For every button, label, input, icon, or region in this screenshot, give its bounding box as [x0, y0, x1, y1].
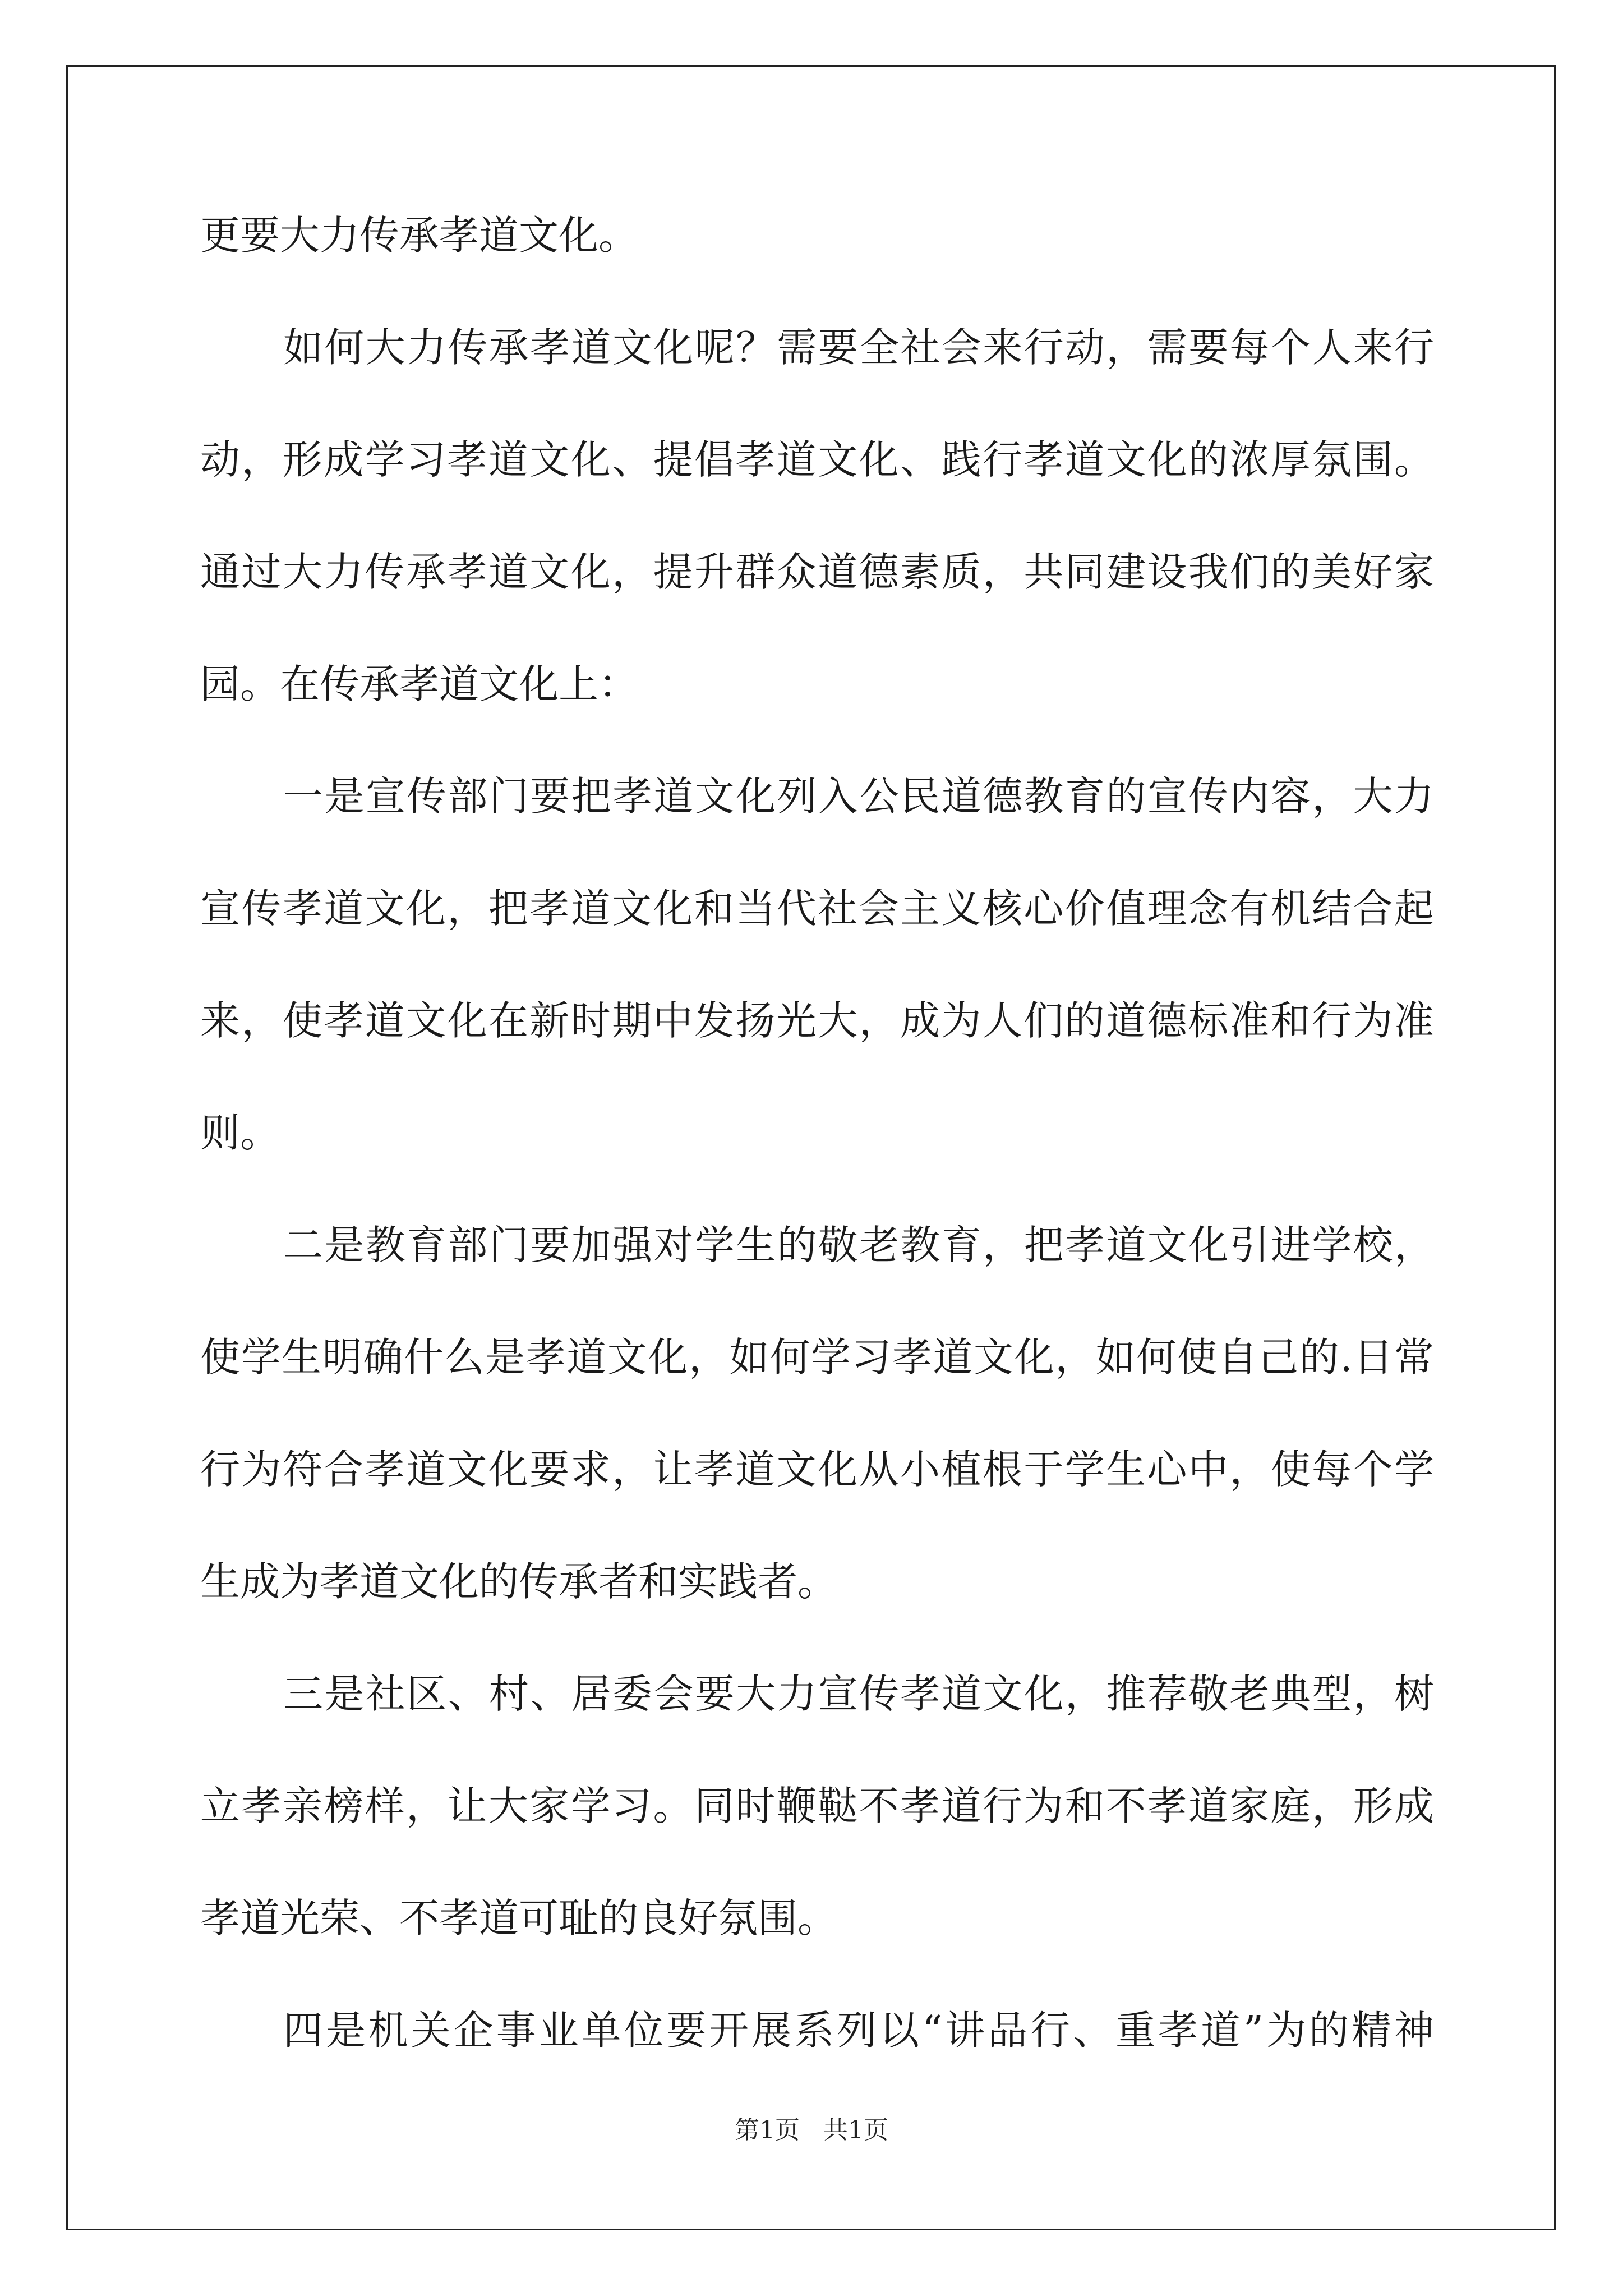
text-line: 园。在传承孝道文化上：: [200, 661, 639, 707]
text-line: 动，形成学习孝道文化、提倡孝道文化、践行孝道文化的浓厚氛围。: [200, 436, 1434, 483]
text-line: 孝道光荣、不孝道可耻的良好氛围。: [200, 1895, 838, 1941]
text-line: 立孝亲榜样，让大家学习。同时鞭鞑不孝道行为和不孝道家庭，形成: [200, 1783, 1434, 1829]
text-line: 使学生明确什么是孝道文化，如何学习孝道文化，如何使自己的.日常: [200, 1334, 1434, 1381]
text-line: 通过大力传承孝道文化，提升群众道德素质，共同建设我们的美好家: [200, 549, 1434, 595]
page-number-current: 第1页: [735, 2116, 800, 2145]
text-line: 三是社区、村、居委会要大力宣传孝道文化，推荐敬老典型，树: [283, 1671, 1434, 1717]
page-number-total: 共1页: [823, 2116, 888, 2145]
text-line: 行为符合孝道文化要求，让孝道文化从小植根于学生心中，使每个学: [200, 1446, 1434, 1493]
text-line: 来，使孝道文化在新时期中发扬光大，成为人们的道德标准和行为准: [200, 997, 1434, 1044]
text-line: 一是宣传部门要把孝道文化列入公民道德教育的宣传内容，大力: [283, 773, 1434, 820]
text-line: 宣传孝道文化，把孝道文化和当代社会主义核心价值理念有机结合起: [200, 885, 1434, 932]
text-line: 二是教育部门要加强对学生的敬老教育，把孝道文化引进学校，: [283, 1222, 1434, 1268]
text-line: 生成为孝道文化的传承者和实践者。: [200, 1558, 838, 1605]
page-footer: [0, 2114, 1623, 2147]
text-line: 四是机关企事业单位要开展系列以“讲品行、重孝道”为的精神: [283, 2007, 1434, 2054]
text-line: 则。: [200, 1110, 280, 1156]
text-line: 如何大力传承孝道文化呢？需要全社会来行动，需要每个人来行: [283, 324, 1434, 371]
text-line: 更要大力传承孝道文化。: [200, 212, 639, 259]
